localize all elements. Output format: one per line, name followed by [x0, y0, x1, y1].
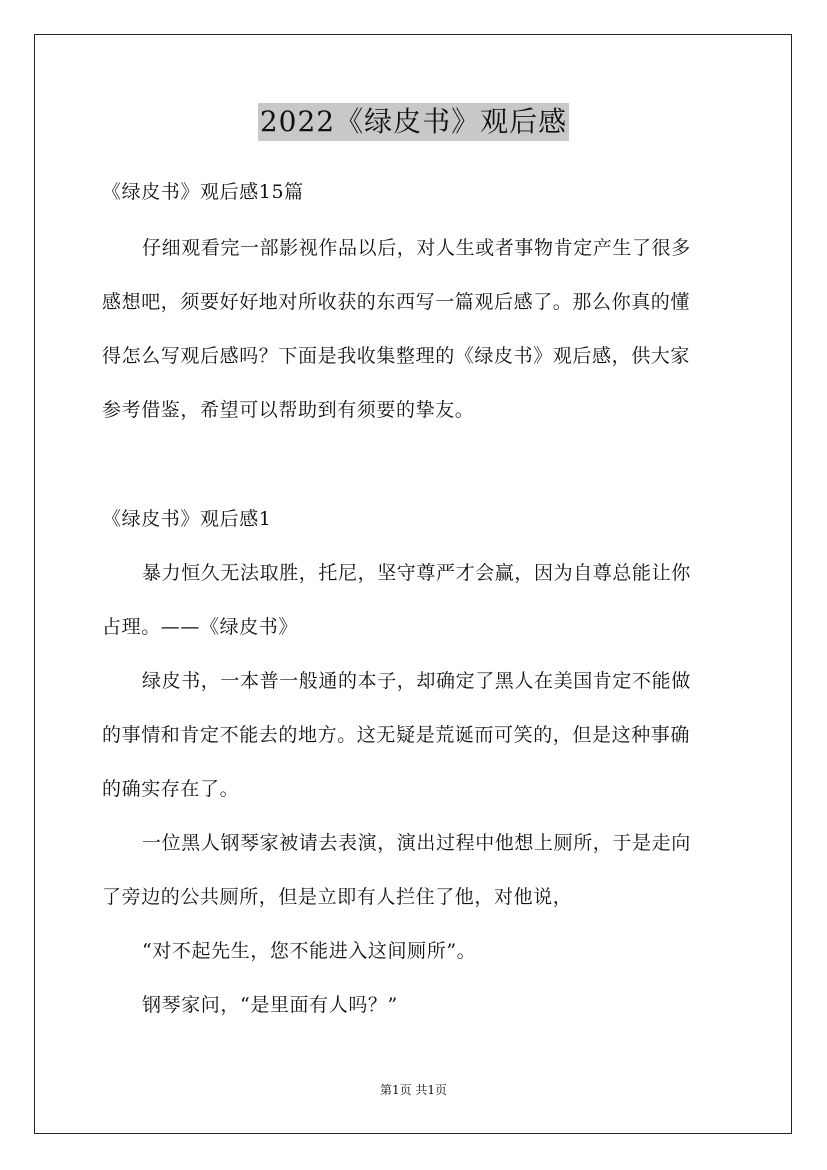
- quote-line: “对不起先生，您不能进入这间厕所”。: [142, 940, 477, 962]
- document-title-container: [0, 103, 827, 141]
- paragraph-line: 参考借鉴，希望可以帮助到有须要的挚友。: [102, 399, 475, 421]
- paragraph-line: 的事情和肯定不能去的地方。这无疑是荒诞而可笑的，但是这种事确: [102, 724, 691, 746]
- paragraph-line: 占理。——《绿皮书》: [102, 616, 299, 638]
- paragraph-line: 一位黑人钢琴家被请去表演，演出过程中他想上厕所，于是走向: [142, 832, 691, 854]
- paragraph-line: 的确实存在了。: [102, 778, 240, 800]
- section-heading: 《绿皮书》观后感1: [102, 508, 272, 530]
- paragraph-line: 感想吧，须要好好地对所收获的东西写一篇观后感了。那么你真的懂: [102, 291, 691, 313]
- paragraph-line: 钢琴家问，“是里面有人吗？”: [142, 994, 398, 1016]
- paragraph-line: 绿皮书，一本普一般通的本子，却确定了黑人在美国肯定不能做: [142, 670, 691, 692]
- paragraph-line: 暴力恒久无法取胜，托尼，坚守尊严才会赢，因为自尊总能让你: [142, 562, 691, 584]
- paragraph-line: 了旁边的公共厕所，但是立即有人拦住了他，对他说，: [102, 886, 573, 908]
- paragraph-line: 仔细观看完一部影视作品以后，对人生或者事物肯定产生了很多: [142, 237, 691, 259]
- subtitle-line: 《绿皮书》观后感15篇: [102, 181, 304, 203]
- paragraph-line: 得怎么写观后感吗？下面是我收集整理的《绿皮书》观后感，供大家: [102, 345, 691, 367]
- document-title: 2022《绿皮书》观后感: [258, 103, 569, 141]
- page-footer: 第1页 共1页: [379, 1083, 448, 1097]
